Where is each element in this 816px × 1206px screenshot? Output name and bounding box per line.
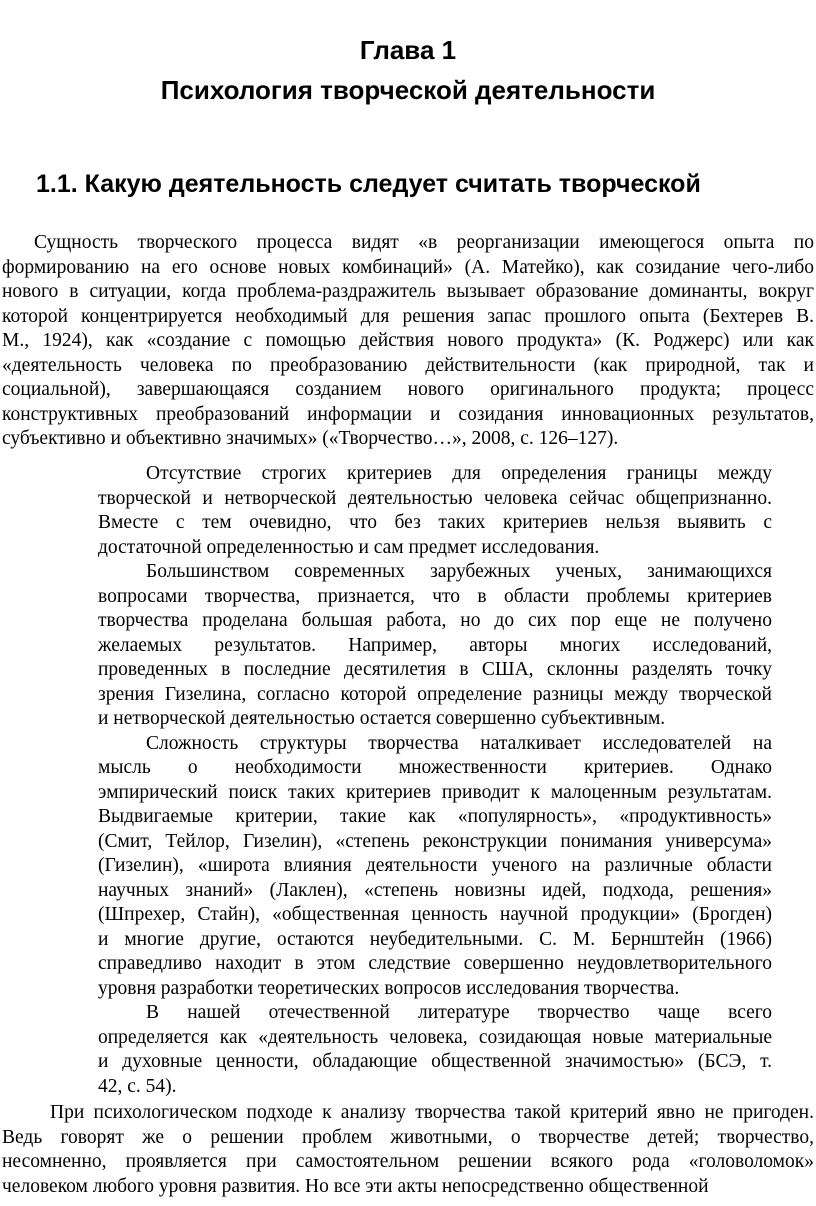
text-line: «деятельность человека по преобразованию действительности (как природной, так и (2, 354, 814, 376)
text-line: и духовные ценности, обладающие общественной значимостью» (БСЭ, т. (98, 1051, 772, 1072)
text-line: желаемых результатов. Например, авторы многих исследований, (98, 634, 772, 656)
text-line: которой концентрируется необходимый для решения запас прошлого опыта (Бехтерев В. (2, 305, 814, 327)
text-line: (Смит, Тейлор, Гизелин), «степень реконструкции понимания универсума» (98, 830, 772, 852)
text-line: творчества проделана большая работа, но до сих пор еще не получено (98, 610, 772, 631)
chapter-number: Глава 1 (359, 35, 457, 65)
quote-paragraph (98, 462, 772, 560)
text-line: проведенных в последние десятилетия в США, склонны разделять точку (98, 659, 772, 680)
quoted-block (98, 462, 772, 1099)
text-line: уровня разработки теоретических вопросов исследования творчества. (98, 977, 680, 999)
intro-paragraph (2, 231, 814, 452)
text-line: зрения Гизелина, согласно которой определение разницы между творческой (98, 683, 772, 705)
text-line: определяется как «деятельность человека, созидающая новые материальные (98, 1026, 772, 1048)
text-line: М., 1924), как «создание с помощью действия нового продукта» (К. Роджерс) или как (2, 330, 814, 351)
text-line: Выдвигаемые критерии, такие как «популярность», «продуктивность» (98, 806, 772, 827)
text-line: субъективно и объективно значимых» («Творчество…», 2008, с. 126–127). (2, 428, 619, 449)
section-title: 1.1. Какую деятельность следует считать творческой (36, 170, 701, 198)
text-line: эмпирический поиск таких критериев приводит к малоценным результатам. (98, 781, 772, 803)
quote-paragraph (98, 732, 772, 1002)
text-line: нового в ситуации, когда проблема-раздражитель вызывает образование доминанты, вокруг (2, 281, 814, 302)
text-line: и нетворческой деятельностью остается совершенно субъективным. (98, 708, 666, 729)
text-line: творческой и нетворческой деятельностью человека сейчас общепризнанно. (98, 487, 772, 509)
text-line: (Гизелин), «широта влияния деятельности ученого на различные области (98, 855, 772, 876)
text-line: несомненно, проявляется при самостоятельном решении всякого рода «головоломок» (2, 1151, 814, 1172)
text-line: формированию на его основе новых комбинаций» (А. Матейко), как созидание чего-либо (2, 256, 814, 278)
text-line: конструктивных преобразований информации и созидания инновационных результатов, (2, 403, 814, 425)
text-line: (Шпрехер, Стайн), «общественная ценность научной продукции» (Брогден) (98, 904, 772, 925)
text-line: 42, с. 54). (98, 1075, 177, 1097)
chapter-title: Психология творческой деятельности (160, 75, 656, 105)
text-line: Вместе с тем очевидно, что без таких критериев нельзя выявить с (98, 512, 772, 533)
text-line: справедливо находит в этом следствие совершенно неудовлетворительного (98, 953, 772, 974)
text-line: научных знаний» (Лаклен), «степень новизны идей, подхода, решения» (98, 879, 772, 901)
text-line: Отсутствие строгих критериев для определения границы между (146, 463, 772, 484)
text-line: Сущность творческого процесса видят «в реорганизации имеющегося опыта по (34, 232, 814, 253)
text-line: Большинством современных зарубежных ученых, занимающихся (146, 561, 772, 582)
text-line: При психологическом подходе к анализу творчества такой критерий явно не пригоден. (50, 1102, 814, 1123)
text-line: социальной), завершающаяся созданием нового оригинального продукта; процесс (2, 379, 814, 400)
text-line: человеком любого уровня развития. Но все эти акты непосредственно общественной (2, 1175, 709, 1197)
text-line: и многие другие, остаются неубедительными. С. М. Бернштейн (1966) (98, 928, 772, 950)
text-line: достаточной определенностью и сам предмет исследования. (98, 536, 600, 558)
text-line: вопросами творчества, признается, что в области проблемы критериев (98, 585, 772, 607)
quote-paragraph (98, 1001, 772, 1099)
quote-paragraph (98, 560, 772, 732)
text-line: Сложность структуры творчества наталкивает исследователей на (146, 732, 772, 754)
closing-paragraph (2, 1101, 814, 1199)
text-line: Ведь говорят же о решении проблем животными, о творчестве детей; творчество, (2, 1126, 814, 1148)
text-line: В нашей отечественной литературе творчество чаще всего (146, 1002, 772, 1023)
text-line: мысль о необходимости множественности критериев. Однако (98, 757, 772, 778)
